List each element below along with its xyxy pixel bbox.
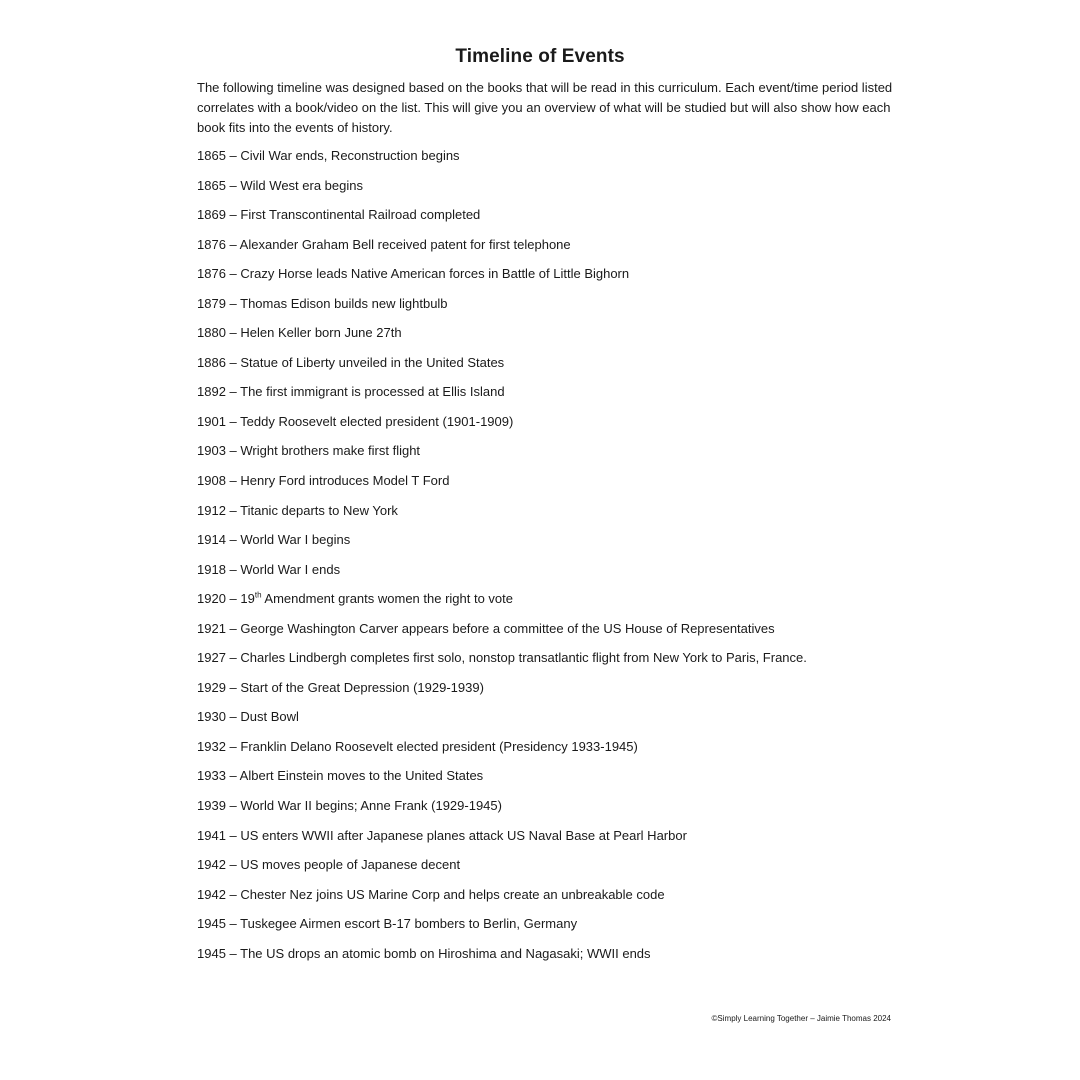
event-year: 1921 bbox=[197, 620, 226, 636]
event-year: 1876 bbox=[197, 236, 226, 252]
timeline-event bbox=[197, 648, 897, 678]
timeline-event bbox=[197, 441, 897, 471]
event-year: 1945 bbox=[197, 916, 226, 932]
event-year: 1939 bbox=[197, 798, 226, 814]
event-text: Henry Ford introduces Model T Ford bbox=[240, 473, 450, 489]
event-separator: – bbox=[225, 945, 241, 961]
timeline-event bbox=[197, 737, 897, 767]
event-year: 1892 bbox=[197, 384, 226, 400]
event-text: Charles Lindbergh completes first solo, nonstop transatlantic flight from New York to Paris, France. bbox=[240, 650, 807, 666]
event-text: Thomas Edison builds new lightbulb bbox=[240, 295, 448, 311]
event-year: 1865 bbox=[197, 177, 226, 193]
event-text: US moves people of Japanese decent bbox=[240, 857, 461, 873]
copyright-footer: ©Simply Learning Together – Jaimie Thomas 2024 bbox=[711, 1014, 891, 1023]
event-year: 1918 bbox=[197, 561, 226, 577]
timeline-event bbox=[197, 471, 897, 501]
intro-paragraph: The following timeline was designed based on the books that will be read in this curriculum. Each event/time period listed correlates with a book/video on the list. This will give you an overview of what will be studied but will also show how each book fits into the events of history. bbox=[197, 80, 893, 135]
timeline-list bbox=[197, 146, 897, 973]
timeline-event bbox=[197, 855, 897, 885]
timeline-event bbox=[197, 264, 897, 294]
event-year: 1908 bbox=[197, 473, 226, 489]
timeline-event bbox=[197, 796, 897, 826]
event-separator: – bbox=[225, 679, 241, 695]
event-year: 1929 bbox=[197, 679, 226, 695]
event-year: 1880 bbox=[197, 325, 226, 341]
page-title: Timeline of Events bbox=[455, 46, 625, 67]
timeline-event bbox=[197, 501, 897, 531]
event-separator: – bbox=[225, 177, 241, 193]
event-year: 1886 bbox=[197, 354, 226, 370]
event-separator: – bbox=[225, 857, 241, 873]
event-text: US enters WWII after Japanese planes attack US Naval Base at Pearl Harbor bbox=[240, 827, 687, 843]
event-separator: – bbox=[225, 798, 241, 814]
event-year: 1879 bbox=[197, 295, 226, 311]
event-year: 1932 bbox=[197, 738, 226, 754]
timeline-event bbox=[197, 530, 897, 560]
event-separator: – bbox=[225, 709, 241, 725]
event-year: 1945 bbox=[197, 945, 226, 961]
event-year: 1876 bbox=[197, 266, 226, 282]
timeline-event bbox=[197, 885, 897, 915]
event-text: The US drops an atomic bomb on Hiroshima and Nagasaki; WWII ends bbox=[240, 945, 651, 961]
event-text-prefix: 19 bbox=[240, 591, 255, 607]
event-text: World War I begins bbox=[240, 532, 351, 548]
event-text: The first immigrant is processed at Ellis Island bbox=[240, 384, 505, 400]
event-separator: – bbox=[225, 207, 241, 223]
timeline-event bbox=[197, 678, 897, 708]
event-text: World War II begins; Anne Frank (1929-1945) bbox=[240, 798, 502, 814]
event-text: Titanic departs to New York bbox=[240, 502, 398, 518]
event-separator: – bbox=[225, 266, 241, 282]
timeline-event bbox=[197, 176, 897, 206]
event-separator: – bbox=[225, 620, 241, 636]
event-separator: – bbox=[225, 413, 241, 429]
timeline-event bbox=[197, 914, 897, 944]
timeline-event bbox=[197, 560, 897, 590]
event-separator: – bbox=[225, 236, 240, 252]
event-separator: – bbox=[225, 738, 241, 754]
event-text: Start of the Great Depression (1929-1939) bbox=[240, 679, 484, 695]
event-text: Dust Bowl bbox=[240, 709, 299, 725]
event-text: Franklin Delano Roosevelt elected president (Presidency 1933-1945) bbox=[240, 738, 638, 754]
event-separator: – bbox=[225, 532, 241, 548]
event-text: World War I ends bbox=[240, 561, 341, 577]
event-year: 1901 bbox=[197, 413, 226, 429]
event-year: 1920 bbox=[197, 591, 226, 607]
event-separator: – bbox=[225, 325, 241, 341]
event-text: Teddy Roosevelt elected president (1901-1909) bbox=[240, 413, 514, 429]
event-year: 1942 bbox=[197, 886, 226, 902]
event-year: 1914 bbox=[197, 532, 226, 548]
timeline-event bbox=[197, 707, 897, 737]
event-separator: – bbox=[225, 148, 241, 163]
event-separator: – bbox=[225, 591, 241, 607]
event-year: 1930 bbox=[197, 709, 226, 725]
event-text: Chester Nez joins US Marine Corp and helps create an unbreakable code bbox=[240, 886, 665, 902]
event-year: 1927 bbox=[197, 650, 226, 666]
timeline-event bbox=[197, 412, 897, 442]
event-separator: – bbox=[225, 473, 241, 489]
event-text: Statue of Liberty unveiled in the United States bbox=[240, 354, 505, 370]
timeline-event bbox=[197, 944, 897, 974]
event-separator: – bbox=[225, 886, 241, 902]
event-text: Amendment grants women the right to vote bbox=[261, 591, 513, 607]
event-separator: – bbox=[225, 768, 240, 784]
timeline-event bbox=[197, 353, 897, 383]
event-separator: – bbox=[225, 354, 241, 370]
event-text: Alexander Graham Bell received patent for first telephone bbox=[239, 236, 571, 252]
event-year: 1865 bbox=[197, 148, 226, 163]
timeline-event bbox=[197, 235, 897, 265]
event-year: 1903 bbox=[197, 443, 226, 459]
timeline-event bbox=[197, 294, 897, 324]
event-text: First Transcontinental Railroad completed bbox=[240, 207, 481, 223]
event-text: Wright brothers make first flight bbox=[240, 443, 421, 459]
event-separator: – bbox=[225, 384, 241, 400]
event-text: Tuskegee Airmen escort B-17 bombers to Berlin, Germany bbox=[240, 916, 578, 932]
event-separator: – bbox=[225, 650, 241, 666]
event-text: George Washington Carver appears before a committee of the US House of Representatives bbox=[240, 620, 775, 636]
event-year: 1941 bbox=[197, 827, 226, 843]
event-text: Wild West era begins bbox=[240, 177, 363, 193]
event-text: Helen Keller born June 27th bbox=[240, 325, 402, 341]
event-text: Crazy Horse leads Native American forces in Battle of Little Bighorn bbox=[240, 266, 630, 282]
event-separator: – bbox=[225, 916, 241, 932]
event-text: Civil War ends, Reconstruction begins bbox=[240, 148, 460, 163]
event-year: 1942 bbox=[197, 857, 226, 873]
timeline-event bbox=[197, 766, 897, 796]
event-separator: – bbox=[225, 502, 241, 518]
event-text: Albert Einstein moves to the United States bbox=[239, 768, 484, 784]
event-year: 1912 bbox=[197, 502, 226, 518]
timeline-event bbox=[197, 146, 897, 176]
event-separator: – bbox=[225, 443, 241, 459]
timeline-event bbox=[197, 619, 897, 649]
event-separator: – bbox=[225, 561, 241, 577]
event-year: 1933 bbox=[197, 768, 226, 784]
event-separator: – bbox=[225, 827, 241, 843]
timeline-event bbox=[197, 323, 897, 353]
ordinal-superscript: th bbox=[254, 590, 262, 600]
timeline-event bbox=[197, 205, 897, 235]
timeline-event bbox=[197, 826, 897, 856]
event-year: 1869 bbox=[197, 207, 226, 223]
timeline-event bbox=[197, 589, 897, 619]
timeline-event bbox=[197, 382, 897, 412]
event-separator: – bbox=[225, 295, 241, 311]
